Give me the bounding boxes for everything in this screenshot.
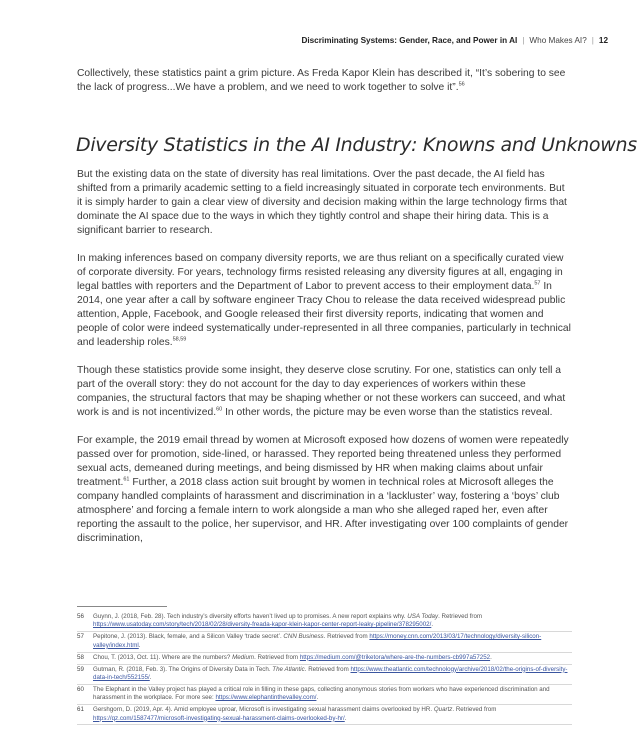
footnote-number: 57 [77, 633, 84, 641]
footnote-number: 61 [77, 706, 84, 714]
footnote-number: 56 [77, 613, 84, 620]
page-number: 12 [598, 36, 608, 45]
paragraph-4-text-b: Further, a 2018 class action suit brought by women in technical roles at Microsoft alleges the company handled complaints of harassment and discrimination in a ‘lackluster’ way, fostering a ‘boys’ club atmosphere’ and forcing a female intern to work alongside a man who she alleged raped her, even after reporting the assault to the police, her supervisor, and HR. After investigating over 100 complaints of gender discrimination, [77, 477, 569, 544]
footnote-text: . [431, 621, 434, 629]
intro-text: Collectively, these statistics paint a grim picture. As Freda Kapor Klein has described it, “It’s sobering to see the lack of progress...We have a problem, and we need to work together to solve it”. [77, 68, 566, 93]
footnote-ref-57[interactable]: 57 [534, 280, 541, 287]
footnote-source: The Atlantic [272, 665, 305, 673]
intro-paragraph [77, 67, 572, 109]
footnote-link[interactable]: https://www.usatoday.com/story/tech/2018/02/28/diversity-freada-kapor-klein-kapor-center-report-leaky-pipeline/378295002/ [93, 621, 432, 629]
footnote-text: . Retrieved from [323, 633, 370, 641]
footnote-text: The Elephant in the Valley project has played a critical role in filling in these gaps, collecting anonymous stories from workers who have experienced discrimination and harassment in the workplace. For more see: [93, 685, 550, 702]
footnote-text: . [138, 641, 141, 649]
paragraph-4-text-a: For example, the 2019 email thread by women at Microsoft exposed how dozens of women were repeatedly passed over for promotion, side-lined, or harassed. They reported being threatened unless they performed sexual acts, demeaned during meetings, and being dismissed by HR when making claims about unfair treatment. [77, 435, 569, 488]
footnote-text: . Retrieved from [304, 665, 351, 673]
footnotes [77, 612, 572, 725]
paragraph-2-text-b: In 2014, one year after a call by software engineer Tracy Chou to release the data received widespread public attention, Apple, Facebook, and Google released their first diversity reports, indicating that women and people of color were indeed systematically under-represented in all three companies, particularly in technical and leadership roles. [77, 281, 571, 348]
paragraph-3-text-a: Though these statistics provide some insight, they deserve close scrutiny. For one, statistics can only tell a part of the overall story: they do not account for the day to day experiences of workers within these companies, the structural factors that may be shaping whether or not these workers can succeed, and what work is and is not incentivized. [77, 365, 566, 418]
footnote-link[interactable]: https://money.cnn.com/2013/03/17/technology/diversity-silicon-valley/index.html [93, 633, 542, 649]
footnote-link[interactable]: https://medium.com/@triketora/where-are-the-numbers-cb997a57252 [299, 653, 491, 661]
header-separator: | [522, 36, 525, 45]
footnote-link[interactable]: https://qz.com/1587477/microsoft-investigating-sexual-harassment-claims-overlooked-by-hr/ [93, 714, 345, 722]
footnote-text: Guynn, J. (2018, Feb. 28). Tech industry’s diversity efforts haven’t lived up to promises. A new report explains why. [93, 613, 408, 620]
section-heading: Diversity Statistics in the AI Industry: Knowns and Unknowns [76, 134, 637, 156]
footnote-60 [77, 685, 572, 705]
paragraph-3-text-b: In other words, the picture may be even worse than the statistics reveal. [222, 407, 553, 418]
running-header [301, 36, 608, 45]
paragraph-1-text: But the existing data on the state of diversity has real limitations. Over the past decade, the AI field has shifted from a primarily academic setting to a field increasingly situated in corporate tech environments. But it is simply harder to gain a clear view of diversity and decision making within the large technology firms that dominate the AI space due to the ways in which they tightly control and shape their hiring data. This is a significant barrier to research. [77, 169, 567, 236]
footnote-link[interactable]: https://www.theatlantic.com/technology/archive/2018/02/the-origins-of-diversity-data-in-tech/552155/ [93, 665, 568, 681]
footnote-61 [77, 705, 572, 725]
footnote-ref-60[interactable]: 60 [216, 406, 223, 413]
footnote-57 [77, 632, 572, 652]
footnote-text: Pepitone, J. (2013). Black, female, and a Silicon Valley ‘trade secret’. [93, 633, 284, 641]
header-separator-2: | [591, 36, 594, 45]
footnote-58 [77, 653, 572, 665]
section-name: Who Makes AI? [529, 36, 587, 45]
footnote-divider [77, 606, 167, 607]
report-title: Discriminating Systems: Gender, Race, and Power in AI [301, 36, 518, 45]
paragraph-3 [77, 364, 572, 420]
footnote-ref-61[interactable]: 61 [123, 476, 130, 483]
footnote-text: . [344, 714, 347, 722]
footnote-number: 59 [77, 665, 84, 673]
footnote-text: . [316, 694, 319, 702]
main-body [77, 168, 572, 560]
paragraph-2 [77, 252, 572, 350]
footnote-text: . Retrieved from [254, 653, 300, 661]
footnote-text: Gutman, R. (2018, Feb. 3). The Origins of Diversity Data in Tech. [93, 665, 273, 673]
footnote-text: . Retrieved from [452, 706, 497, 714]
footnote-link[interactable]: https://www.elephantinthevalley.com/ [215, 694, 317, 702]
paragraph-4 [77, 434, 572, 546]
footnote-number: 58 [77, 653, 84, 661]
paragraph-2-text-a: In making inferences based on company diversity reports, we are thus reliant on a specifically curated view of corporate diversity. For years, technology firms resisted releasing any diversity figures at all, engaging in legal battles with reporters and the Department of Labor to prevent access to their employment data. [77, 253, 564, 292]
footnote-text: . Retrieved from [438, 613, 483, 620]
footnote-text: . [490, 653, 492, 661]
footnote-text: . [149, 673, 152, 681]
footnote-source: CNN Business [283, 633, 324, 641]
footnote-source: USA Today [407, 613, 439, 620]
footnote-59 [77, 665, 572, 685]
footnote-source: Quartz [433, 706, 453, 714]
footnote-56 [77, 612, 572, 632]
footnote-text: Gershgorn, D. (2019, Apr. 4). Amid employee uproar, Microsoft is investigating sexual harassment claims overlooked by HR. [93, 706, 434, 714]
footnote-source: Medium [232, 653, 255, 661]
footnote-ref-58-59[interactable]: 58,59 [172, 336, 187, 343]
footnote-ref-56[interactable]: 56 [458, 81, 465, 88]
footnote-text: Chou, T. (2013, Oct. 11). Where are the numbers? [93, 653, 233, 661]
footnote-number: 60 [77, 685, 84, 693]
paragraph-1 [77, 168, 572, 238]
